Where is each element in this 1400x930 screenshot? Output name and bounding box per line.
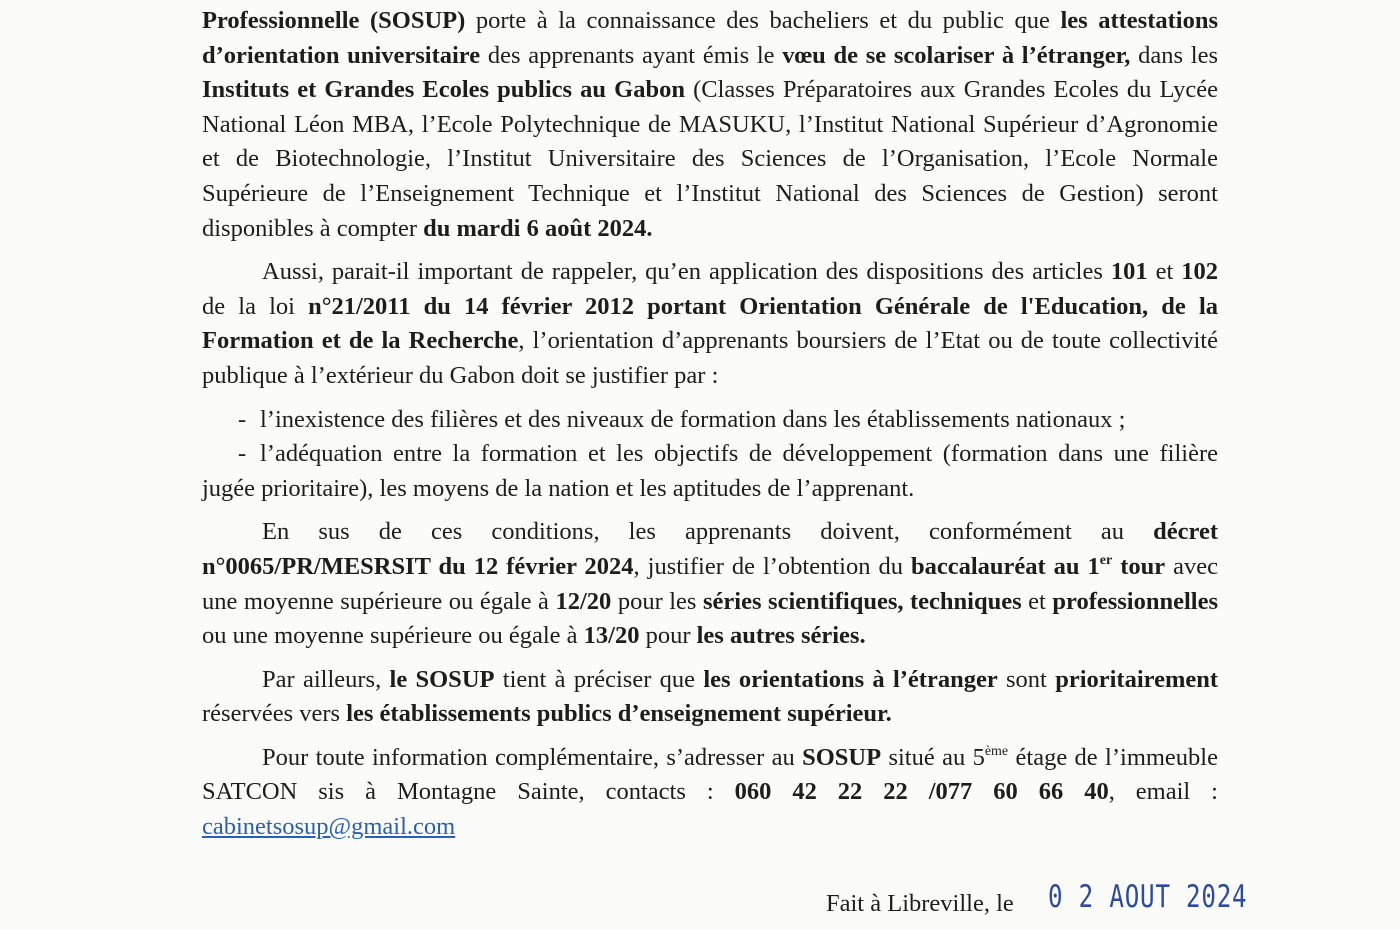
text-bold: décret n°0065/PR/MESRSIT du 12 février 2024 xyxy=(202,518,1218,580)
paragraph-announcement xyxy=(202,4,1218,246)
text-bold: les orientations à l’étranger xyxy=(703,665,998,693)
text-bold-part: baccalauréat au 1 xyxy=(910,552,1100,580)
text: porte à la connaissance des bacheliers et du public que xyxy=(465,7,1061,34)
text-bold-part: tour xyxy=(1112,552,1166,580)
text-bold: les établissements publics d’enseignement supérieur. xyxy=(346,700,892,728)
text-bold: du mardi 6 août 2024. xyxy=(423,214,653,242)
text: , justifier de l’obtention du xyxy=(633,552,911,580)
conditions-list xyxy=(202,403,1218,507)
text: situé au 5 xyxy=(881,743,985,771)
phone-numbers: 060 42 22 22 /077 60 66 40 xyxy=(734,778,1109,806)
text: dans les xyxy=(1130,41,1219,69)
text-bold: 101 xyxy=(1110,258,1148,286)
text: , l’orientation d’apprenants boursiers de l’Etat ou de toute collectivité publique à l’extérieur du Gabon doit se justifier par : xyxy=(202,327,1218,389)
text: Par ailleurs, xyxy=(262,665,390,693)
paragraph-legal-reminder xyxy=(202,255,1218,393)
text-bold: les attestations d’orientation universitaire xyxy=(202,7,1218,69)
list-item xyxy=(202,403,1218,438)
text-bold: SOSUP xyxy=(802,743,882,771)
text-bold: le SOSUP xyxy=(389,665,495,693)
text: de la loi xyxy=(202,292,309,320)
text: En sus de ces conditions, les apprenants doivent, conformément au xyxy=(262,518,1154,546)
paragraph-contact-info xyxy=(202,741,1218,845)
signature-place: Fait à Libreville, le xyxy=(826,890,1014,917)
text: , email : xyxy=(1108,778,1218,806)
superscript: ème xyxy=(984,743,1009,759)
paragraph-priority-note xyxy=(202,663,1218,732)
bullet-dash: - xyxy=(238,405,247,433)
text-bold: 12/20 xyxy=(555,587,612,615)
document-body xyxy=(202,0,1218,854)
paragraph-admission-conditions xyxy=(202,515,1218,653)
text-bold: 13/20 xyxy=(583,622,640,650)
text-bold xyxy=(911,553,1165,580)
text-bold: Professionnelle (SOSUP) xyxy=(202,7,466,34)
text: pour les xyxy=(611,587,704,615)
text: ou une moyenne supérieure ou égale à xyxy=(202,622,584,650)
text: et xyxy=(1021,587,1053,615)
list-item-text: l’inexistence des filières et des niveaux de formation dans les établissements nationaux ; xyxy=(260,405,1126,433)
text-bold: les autres séries. xyxy=(696,622,866,650)
text: et xyxy=(1147,258,1182,286)
text: Aussi, parait-il important de rappeler, qu’en application des dispositions des articles xyxy=(262,258,1111,286)
text-bold: n°21/2011 du 14 février 2012 portant Orientation Générale de l'Education, de la Formation et de la Recherche xyxy=(202,292,1218,355)
text-bold: prioritairement xyxy=(1055,665,1219,693)
text-bold: professionnelles xyxy=(1052,587,1219,615)
list-item-text: l’adéquation entre la formation et les objectifs de développement (formation dans une filière jugée prioritaire), les moyens de la nation et les aptitudes de l’apprenant. xyxy=(202,440,1218,502)
text-bold: vœu de se scolariser à l’étranger, xyxy=(782,41,1131,69)
text: sont xyxy=(997,665,1056,693)
text-bold: 102 xyxy=(1181,258,1219,286)
text: (Classes Préparatoires aux Grandes Ecoles du Lycée National Léon MBA, l’Ecole Polytechnique de MASUKU, l’Institut National Supérieur d’Agronomie et de Biotechnologie, l’Institut Universitaire des Sciences de l’Organisation, l’Ecole Normale Supérieure de l’Enseignement Technique et l’Institut National des Sciences de Gestion) seront disponibles à compter xyxy=(202,76,1218,242)
text: pour xyxy=(639,622,697,650)
text: des apprenants ayant émis le xyxy=(480,41,783,69)
text: avec une moyenne supérieure ou égale à xyxy=(202,552,1218,615)
text: tient à préciser que xyxy=(494,665,704,693)
text: Pour toute information complémentaire, s’adresser au xyxy=(262,743,803,771)
superscript: er xyxy=(1099,552,1113,568)
email-link[interactable]: cabinetsosup@gmail.com xyxy=(202,813,456,841)
bullet-dash: - xyxy=(238,440,247,468)
date-stamp: 0 2 AOUT 2024 xyxy=(1048,879,1248,915)
list-item xyxy=(202,437,1218,506)
text: étage de l’immeuble SATCON sis à Montagne Sainte, contacts : xyxy=(202,743,1218,806)
text-bold: Instituts et Grandes Ecoles publics au Gabon xyxy=(202,76,685,104)
text-bold: séries scientifiques, techniques xyxy=(703,587,1022,615)
text: réservées vers xyxy=(202,700,347,728)
